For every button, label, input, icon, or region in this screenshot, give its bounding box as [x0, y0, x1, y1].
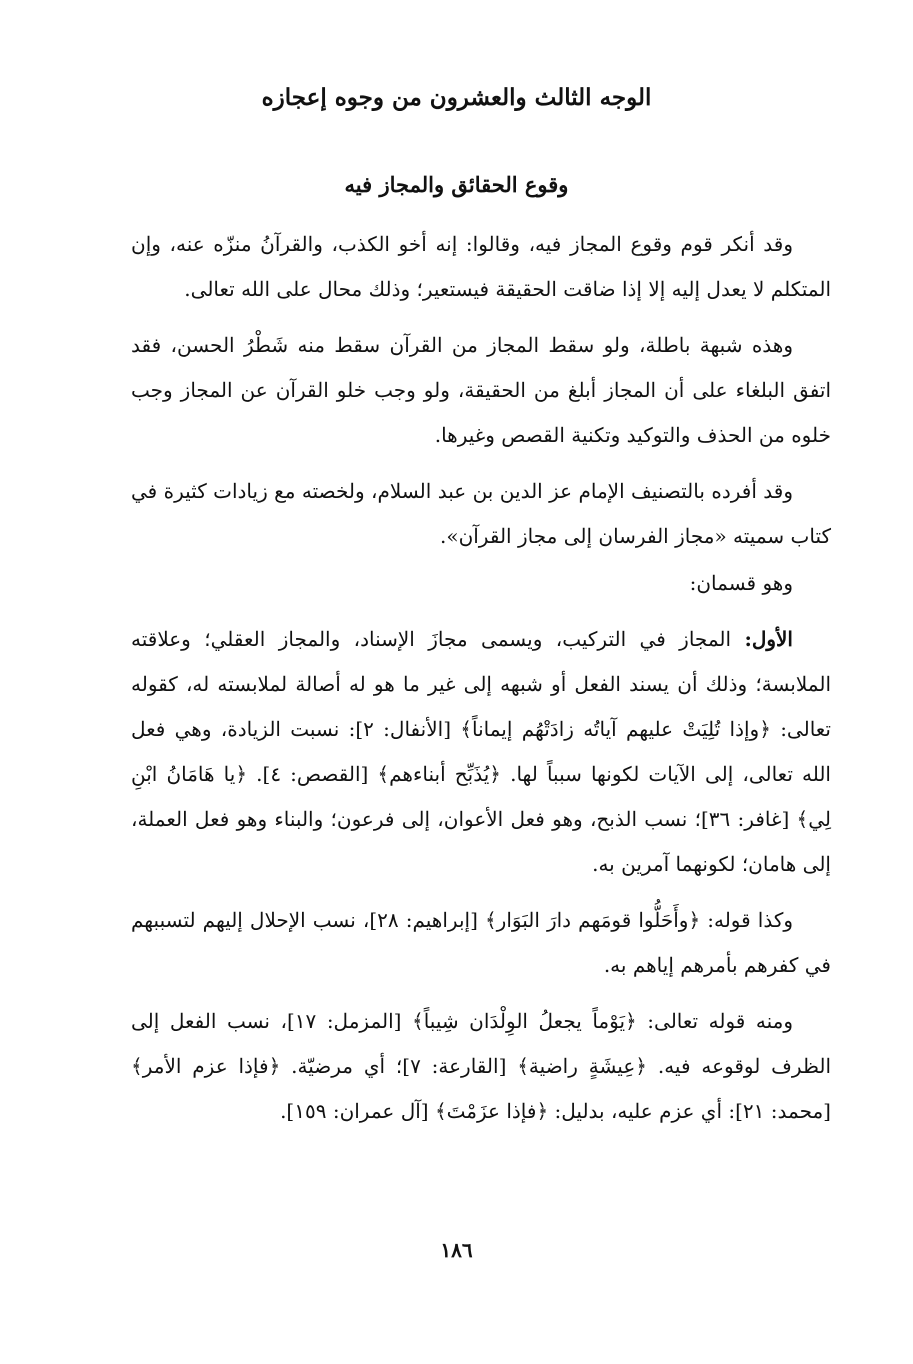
paragraph-first-type	[131, 617, 831, 887]
paragraph-1: وقد أنكر قوم وقوع المجاز فيه، وقالوا: إنه أخو الكذب، والقرآنُ منزّه عنه، وإن المتكلم لا يعدل إليه إلا إذا ضاقت الحقيقة فيستعير؛ وذلك محال على الله تعالى.	[131, 232, 831, 301]
first-type-lead: الأول:	[744, 627, 793, 651]
paragraph-2: وهذه شبهة باطلة، ولو سقط المجاز من القرآن سقط منه شَطْرُ الحسن، فقد اتفق البلغاء على أن المجاز أبلغ من الحقيقة، ولو وجب خلو القرآن عن المجاز وجب خلوه من الحذف والتوكيد وتكنية القصص وغيرها.	[131, 333, 831, 447]
first-type-text: المجاز في التركيب، ويسمى مجازَ الإسناد، والمجاز العقلي؛ وعلاقته الملابسة؛ وذلك أن يسند الفعل أو شبهه إلى غير ما هو له أصالة لملابسته له، كقوله تعالى: ﴿وإذا تُلِيَتْ عليهم آياتُه زادَتْهُم إيماناً﴾ [الأنفال: ٢]: نسبت الزيادة، وهي فعل الله تعالى، إلى الآيات لكونها سبباً لها. ﴿يُذَبِّح أبناءهم﴾ [القصص: ٤]. ﴿يا هَامَانُ ابْنِ لِي﴾ [غافر: ٣٦]؛ نسب الذبح، وهو فعل الأعوان، إلى فرعون؛ والبناء وهو فعل العملة، إلى هامان؛ لكونهما آمرين به.	[131, 627, 832, 876]
page-title: الوجه الثالث والعشرون من وجوه إعجازه	[261, 84, 652, 111]
paragraph-4: وهو قسمان:	[689, 571, 793, 595]
paragraph-6: ومنه قوله تعالى: ﴿يَوْماً يجعلُ الوِلْدَان شِيباً﴾ [المزمل: ١٧]، نسب الفعل إلى الظرف لوقوعه فيه. ﴿عِيشَةٍ راضية﴾ [القارعة: ٧]؛ أي مرضيّة. ﴿فإذا عزم الأمر﴾ [محمد: ٢١]: أي عزم عليه، بدليل: ﴿فإذا عزَمْتَ﴾ [آل عمران: ١٥٩].	[131, 1009, 831, 1123]
page-number: ١٨٦	[440, 1238, 473, 1262]
body-text	[131, 222, 831, 1145]
section-title: وقوع الحقائق والمجاز فيه	[344, 172, 569, 197]
paragraph-5: وكذا قوله: ﴿وأَحَلُّوا قومَهم دارَ البَوَار﴾ [إبراهيم: ٢٨]، نسب الإحلال إليهم لتسببهم في كفرهم بأمرهم إياهم به.	[131, 908, 831, 977]
paragraph-3: وقد أفرده بالتصنيف الإمام عز الدين بن عبد السلام، ولخصته مع زيادات كثيرة في كتاب سميته «مجاز الفرسان إلى مجاز القرآن».	[131, 479, 831, 548]
